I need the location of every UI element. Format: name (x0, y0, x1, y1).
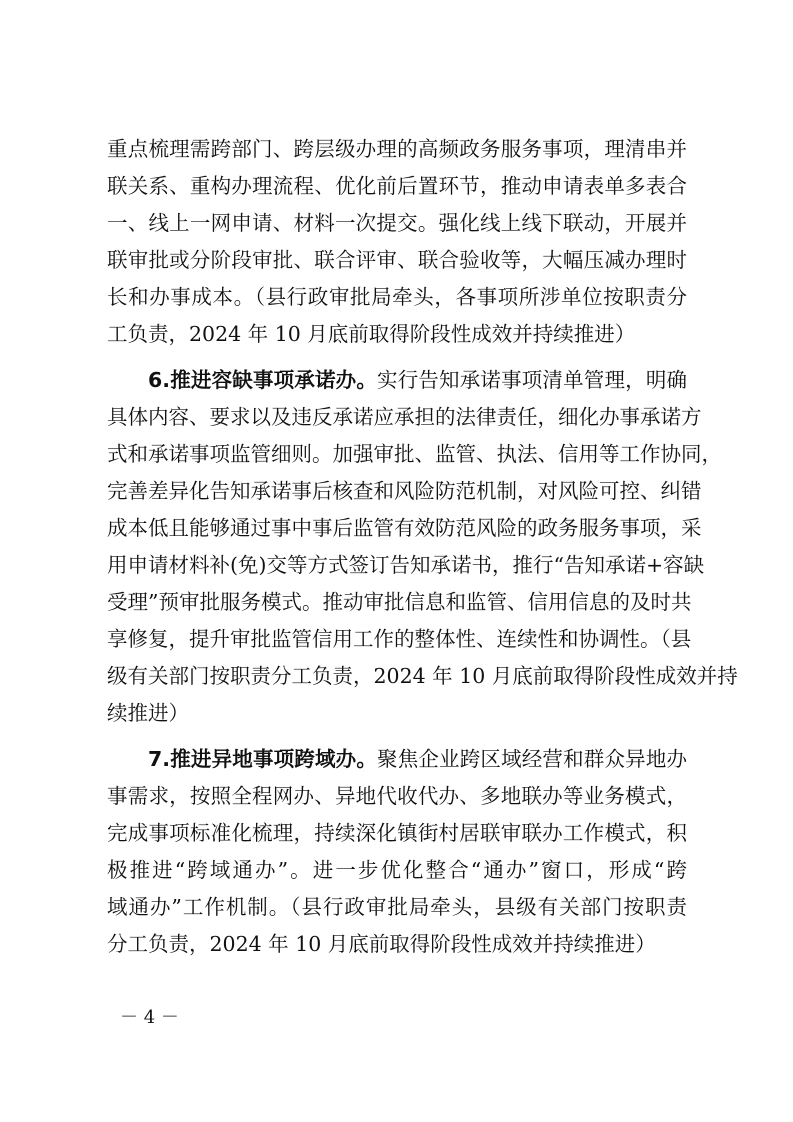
text-line: 域通办”工作机制。（县行政审批局牵头，县级有关部门按职责 (107, 895, 687, 919)
text-line: 式和承诺事项监管细则。加强审批、监管、执法、信用等工作协同， (107, 442, 722, 466)
text-line: 工负责，2024 年 10 月底前取得阶段性成效并持续推进） (107, 322, 636, 346)
text-line: 续推进） (107, 701, 189, 725)
text-line: 极推进“跨域通办”。进一步优化整合“通办”窗口，形成“跨 (107, 858, 687, 882)
text-line: 完成事项标准化梳理，持续深化镇街村居联审联办工作模式，积 (107, 821, 687, 845)
page-number: － 4 － (120, 1007, 179, 1028)
text-line: 成本低且能够通过事中事后监管有效防范风险的政务服务事项，采 (107, 516, 702, 540)
text-line: 享修复，提升审批监管信用工作的整体性、连续性和协调性。（县 (107, 627, 692, 651)
text-line: 事需求，按照全程网办、异地代收代办、多地联办等业务模式， (107, 784, 687, 808)
text-line: 具体内容、要求以及违反承诺应承担的法律责任，细化办事承诺方 (107, 405, 702, 429)
text-line: 联关系、重构办理流程、优化前后置环节，推动申请表单多表合 (107, 174, 687, 198)
text-line: 联审批或分阶段审批、联合评审、联合验收等，大幅压减办理时 (107, 248, 687, 272)
section-6-first-line-text: 实行告知承诺事项清单管理，明确 (377, 368, 687, 392)
text-line: 完善差异化告知承诺事后核查和风险防范机制，对风险可控、纠错 (107, 479, 702, 503)
section-7-first-line (148, 745, 687, 773)
section-7-heading: 7.推进异地事项跨域办。 (148, 747, 378, 771)
text-line: 受理”预审批服务模式。推动审批信息和监管、信用信息的及时共 (107, 590, 692, 614)
section-7-first-line-text: 聚焦企业跨区域经营和群众异地办 (377, 747, 687, 771)
text-line: 用申请材料补(免)交等方式签订告知承诺书，推行“告知承诺+容缺 (107, 553, 705, 577)
text-line: 长和办事成本。（县行政审批局牵头，各事项所涉单位按职责分 (107, 285, 687, 309)
text-line: 一、线上一网申请、材料一次提交。强化线上线下联动，开展并 (107, 211, 687, 235)
text-line: 分工负责，2024 年 10 月底前取得阶段性成效并持续推进） (107, 932, 656, 956)
text-line: 级有关部门按职责分工负责，2024 年 10 月底前取得阶段性成效并持 (107, 664, 738, 688)
text-line: 重点梳理需跨部门、跨层级办理的高频政务服务事项，理清串并 (107, 137, 687, 161)
section-6-heading: 6.推进容缺事项承诺办。 (148, 368, 378, 392)
section-6-first-line (148, 366, 687, 394)
